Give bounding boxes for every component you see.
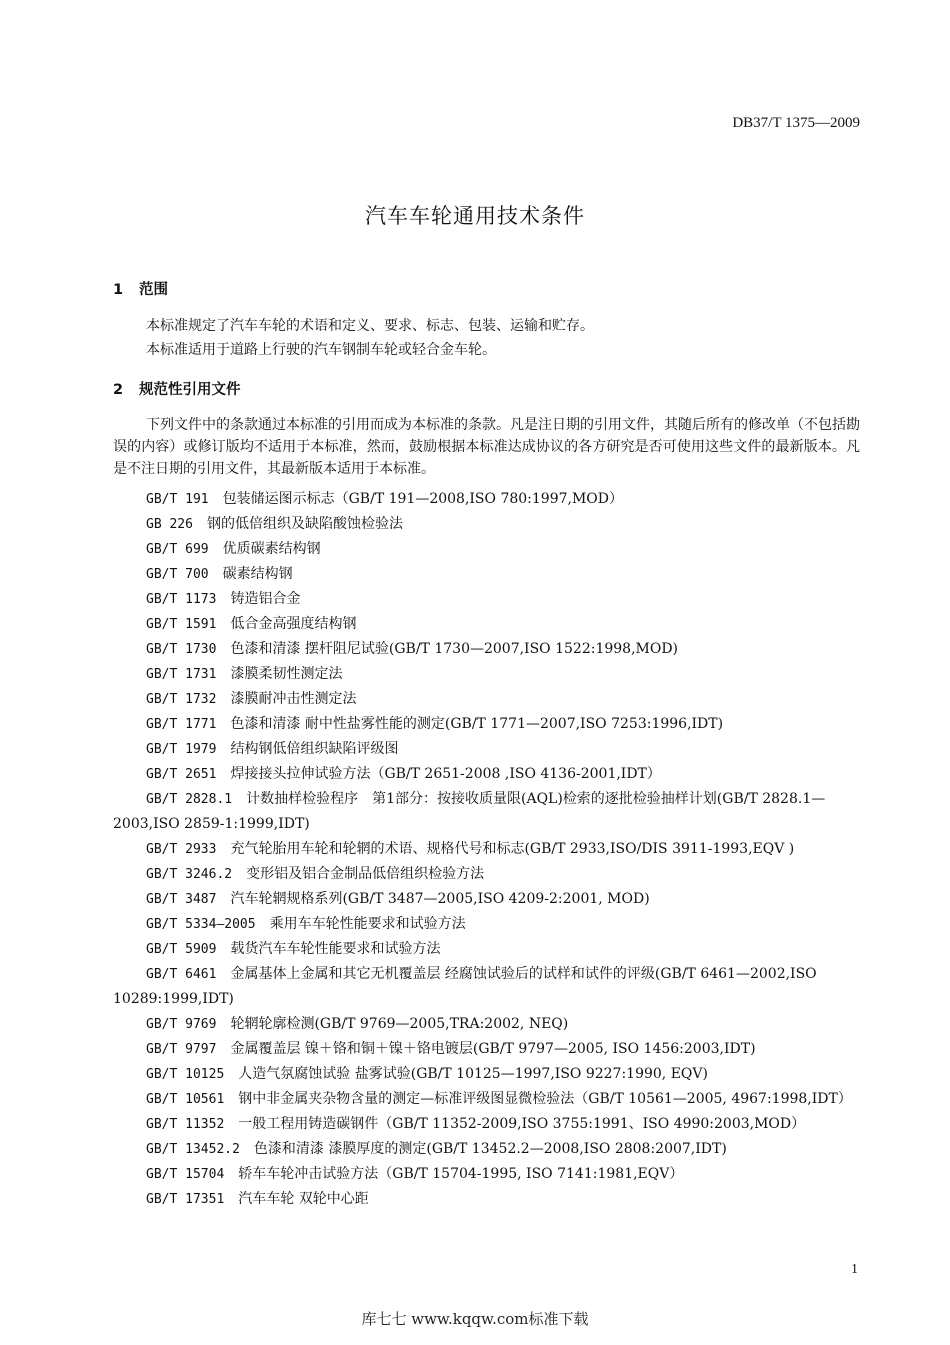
- reference-code: GB/T 1730: [146, 642, 217, 657]
- reference-item: [113, 587, 860, 612]
- reference-item: [113, 912, 860, 937]
- reference-item: [113, 487, 860, 512]
- reference-code: GB/T 5334—2005: [146, 917, 256, 932]
- reference-title: 低合金高强度结构钢: [230, 616, 357, 632]
- reference-item: [113, 762, 860, 787]
- footer-watermark: 库七七 www.kqqw.com标准下载: [361, 1310, 589, 1328]
- reference-code: GB/T 6461: [146, 967, 217, 982]
- reference-code: GB/T 1771: [146, 717, 217, 732]
- reference-code: GB/T 17351: [146, 1192, 225, 1207]
- section-title: 范围: [139, 282, 168, 298]
- reference-code: GB/T 10561: [146, 1092, 225, 1107]
- reference-title: 载货汽车车轮性能要求和试验方法: [230, 941, 441, 957]
- reference-item: [113, 1187, 860, 1212]
- reference-item: [113, 1162, 860, 1187]
- reference-code: GB/T 11352: [146, 1117, 225, 1132]
- reference-title: 钢的低倍组织及缺陷酸蚀检验法: [206, 516, 403, 532]
- reference-item: [113, 887, 860, 912]
- reference-code: GB/T 1173: [146, 592, 217, 607]
- reference-title: 钢中非金属夹杂物含量的测定—标准评级图显微检验法（GB/T 10561—2005, 4967:1998,IDT）: [238, 1091, 852, 1107]
- reference-item: [113, 787, 860, 837]
- reference-title: 汽车车轮 双轮中心距: [238, 1191, 369, 1207]
- reference-title: 人造气氛腐蚀试验 盐雾试验(GB/T 10125—1997,ISO 9227:1990, EQV): [238, 1066, 708, 1082]
- reference-code: GB/T 10125: [146, 1067, 225, 1082]
- reference-item: [113, 562, 860, 587]
- document-code: DB37/T 1375—2009: [732, 115, 860, 131]
- reference-title: 乘用车车轮性能要求和试验方法: [269, 916, 466, 932]
- reference-code: GB/T 5909: [146, 942, 217, 957]
- reference-title: 色漆和清漆 漆膜厚度的测定(GB/T 13452.2—2008,ISO 2808:2007,IDT): [253, 1141, 727, 1157]
- reference-item: [113, 537, 860, 562]
- page-number: 1: [851, 1262, 858, 1277]
- reference-code: GB/T 2933: [146, 842, 217, 857]
- reference-item: [113, 637, 860, 662]
- reference-title: 变形铝及铝合金制品低倍组织检验方法: [246, 866, 485, 882]
- reference-title: 碳素结构钢: [222, 566, 293, 582]
- reference-item: [113, 737, 860, 762]
- reference-title: 金属覆盖层 镍＋铬和铜＋镍＋铬电镀层(GB/T 9797—2005, ISO 1456:2003,IDT): [230, 1041, 756, 1057]
- reference-title: 铸造铝合金: [230, 591, 301, 607]
- reference-code: GB/T 2651: [146, 767, 217, 782]
- reference-item: [113, 612, 860, 637]
- reference-code: GB/T 15704: [146, 1167, 225, 1182]
- reference-title: 优质碳素结构钢: [222, 541, 321, 557]
- reference-code: GB/T 3487: [146, 892, 217, 907]
- reference-title: 汽车轮辋规格系列(GB/T 3487—2005,ISO 4209-2:2001, MOD): [230, 891, 650, 907]
- section-number: 2: [113, 382, 124, 398]
- reference-item: [113, 1012, 860, 1037]
- reference-item: [113, 712, 860, 737]
- reference-code: GB/T 13452.2: [146, 1142, 240, 1157]
- reference-code: GB/T 1732: [146, 692, 217, 707]
- document-title: 汽车车轮通用技术条件: [365, 204, 585, 228]
- reference-item: [113, 687, 860, 712]
- reference-title: 色漆和清漆 摆杆阻尼试验(GB/T 1730—2007,ISO 1522:1998,MOD): [230, 641, 679, 657]
- reference-list: [113, 487, 860, 1212]
- reference-code: GB/T 2828.1: [146, 792, 233, 807]
- reference-title: 充气轮胎用车轮和轮辋的术语、规格代号和标志(GB/T 2933,ISO/DIS 3911-1993,EQV ): [230, 841, 795, 857]
- reference-code: GB/T 9769: [146, 1017, 217, 1032]
- reference-code: GB/T 1591: [146, 617, 217, 632]
- reference-title: 计数抽样检验程序 第1部分：按接收质量限(AQL)检索的逐批检验抽样计划(GB/T 2828.1—2003,ISO 2859-1:1999,IDT): [113, 791, 826, 832]
- reference-title: 漆膜柔韧性测定法: [230, 666, 343, 682]
- reference-title: 漆膜耐冲击性测定法: [230, 691, 357, 707]
- reference-item: [113, 937, 860, 962]
- reference-code: GB/T 1731: [146, 667, 217, 682]
- section-number: 1: [113, 282, 124, 298]
- reference-item: [113, 662, 860, 687]
- reference-item: [113, 1062, 860, 1087]
- reference-item: [113, 1037, 860, 1062]
- reference-title: 结构钢低倍组织缺陷评级图: [230, 741, 399, 757]
- reference-title: 轮辋轮廓检测(GB/T 9769—2005,TRA:2002, NEQ): [230, 1016, 569, 1032]
- reference-item: [113, 512, 860, 537]
- reference-title: 焊接接头拉伸试验方法（GB/T 2651-2008 ,ISO 4136-2001,IDT）: [230, 766, 661, 782]
- reference-item: [113, 1087, 860, 1112]
- reference-title: 色漆和清漆 耐中性盐雾性能的测定(GB/T 1771—2007,ISO 7253:1996,IDT): [230, 716, 724, 732]
- reference-code: GB/T 1979: [146, 742, 217, 757]
- reference-code: GB/T 700: [146, 567, 209, 582]
- reference-item: [113, 1137, 860, 1162]
- reference-title: 金属基体上金属和其它无机覆盖层 经腐蚀试验后的试样和试件的评级(GB/T 6461—2002,ISO 10289:1999,IDT): [113, 966, 817, 1007]
- section-heading-scope: [113, 278, 168, 299]
- reference-code: GB/T 9797: [146, 1042, 217, 1057]
- reference-item: [113, 837, 860, 862]
- paragraph: 本标准规定了汽车车轮的术语和定义、要求、标志、包装、运输和贮存。: [146, 318, 594, 334]
- reference-code: GB/T 191: [146, 492, 209, 507]
- reference-code: GB/T 3246.2: [146, 867, 233, 882]
- reference-item: [113, 862, 860, 887]
- reference-code: GB 226: [146, 517, 193, 532]
- section-title: 规范性引用文件: [139, 382, 241, 398]
- reference-title: 包装储运图示标志（GB/T 191—2008,ISO 780:1997,MOD）: [222, 491, 624, 507]
- reference-item: [113, 1112, 860, 1137]
- reference-title: 一般工程用铸造碳钢件（GB/T 11352-2009,ISO 3755:1991、ISO 4990:2003,MOD）: [238, 1116, 806, 1132]
- paragraph: 本标准适用于道路上行驶的汽车钢制车轮或轻合金车轮。: [146, 342, 496, 358]
- paragraph: 下列文件中的条款通过本标准的引用而成为本标准的条款。凡是注日期的引用文件，其随后所有的修改单（不包括勘误的内容）或修订版均不适用于本标准，然而，鼓励根据本标准达成协议的各方研究是否可使用这些文件的最新版本。凡是不注日期的引用文件，其最新版本适用于本标准。: [113, 417, 860, 477]
- reference-code: GB/T 699: [146, 542, 209, 557]
- section-heading-normative-references: [113, 378, 241, 399]
- reference-item: [113, 962, 860, 1012]
- reference-title: 轿车车轮冲击试验方法（GB/T 15704-1995, ISO 7141:1981,EQV）: [238, 1166, 684, 1182]
